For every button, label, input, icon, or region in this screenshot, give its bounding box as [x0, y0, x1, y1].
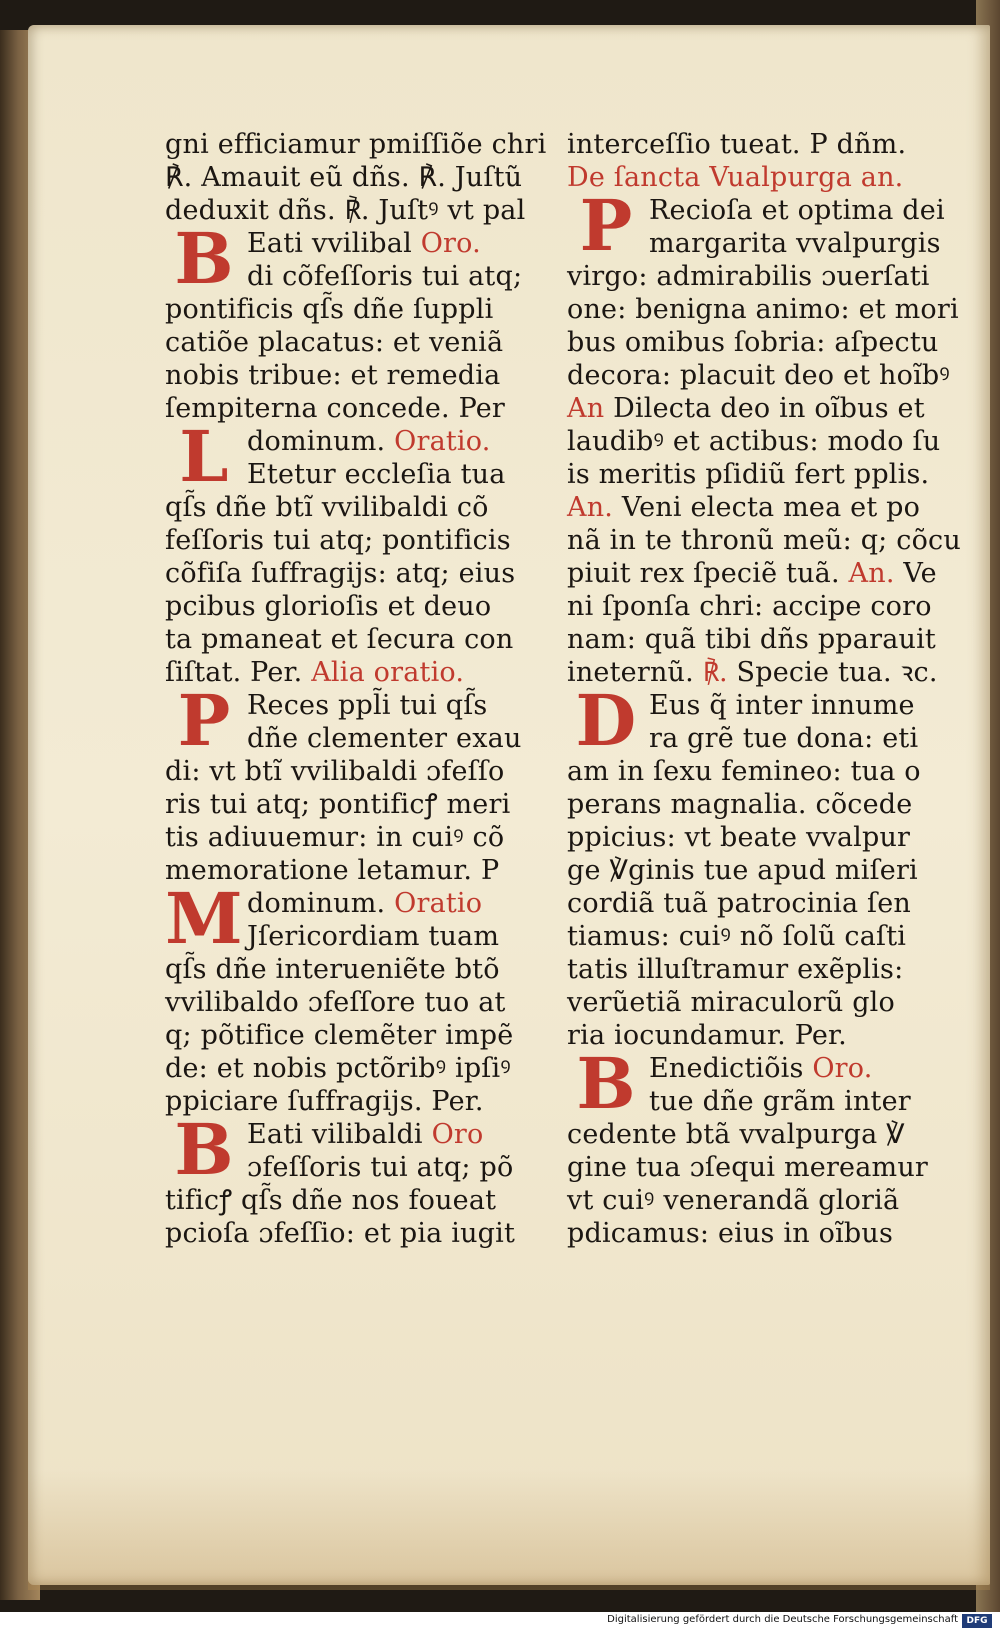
text-line — [165, 359, 550, 392]
line-text: cordiã tuã patrocinia ſen — [567, 888, 912, 919]
text-line — [567, 953, 952, 986]
line-text: q; põtifice clemẽter impẽ — [165, 1020, 514, 1051]
text-line — [567, 854, 952, 887]
line-text: ra grẽ tue dona: eti — [649, 723, 919, 754]
line-text: ineternũ. — [567, 657, 703, 688]
rubric-marker: Oratio — [394, 888, 483, 919]
text-line — [567, 1151, 952, 1184]
decorated-initial: D — [575, 679, 637, 762]
decorated-initial: B — [174, 217, 234, 300]
line-text: piuit rex ſpeciẽ tuã. — [567, 558, 849, 589]
text-line — [567, 1184, 952, 1217]
rubric-marker: Oratio. — [394, 426, 491, 457]
text-line — [567, 986, 952, 1019]
text-line — [165, 986, 550, 1019]
line-text: margarita vvalpurgis — [649, 228, 941, 259]
line-text: memoratione letamur. P — [165, 855, 500, 886]
text-line — [567, 788, 952, 821]
text-line — [567, 524, 961, 557]
line-text: tiamus: cuiꝰ nõ ſolũ caſti — [567, 921, 907, 952]
line-text: qſ̃s dñe interueniẽte btõ — [165, 954, 500, 985]
line-text: Enedictiõis — [649, 1053, 813, 1084]
line-text: ta pmaneat et ſecura con — [165, 624, 514, 655]
line-text: vvilibaldo ɔfeſſore tuo at — [165, 987, 506, 1018]
text-line: gni efficiamur pmiſſiõe chri — [165, 129, 547, 160]
line-text: ria iocundamur. Per. — [567, 1020, 847, 1051]
line-text: de: et nobis pctõribꝰ ipſiꝰ — [165, 1053, 511, 1084]
prayer-section — [567, 679, 952, 1052]
line-text: di cõfeſſoris tui atq; — [247, 261, 523, 292]
text-line — [567, 392, 952, 425]
text-line — [567, 1217, 952, 1250]
line-text: Jſericordiam tuam — [247, 921, 500, 952]
text-line — [165, 1019, 550, 1052]
line-text: decora: placuit deo et hoĩbꝰ — [567, 360, 950, 391]
rubric-marker: An — [567, 393, 614, 424]
page-shading — [28, 1470, 990, 1590]
rubric-marker: Oro. — [420, 228, 481, 259]
text-line — [567, 293, 959, 326]
line-text: Dilecta deo in oĩbus et — [613, 393, 925, 424]
line-text: Eati vvilibal — [247, 228, 421, 259]
text-line — [567, 359, 952, 392]
line-text: laudibꝰ et actibus: modo ſu — [567, 426, 941, 457]
text-line — [165, 1217, 550, 1250]
line-text: nam: quã tibi dñs pparauit — [567, 624, 936, 655]
rubric-marker: An. — [848, 558, 904, 589]
dfg-logo: DFG — [962, 1614, 992, 1628]
text-line: deduxit dñs. ℟. Juſtꝰ vt pal — [165, 195, 526, 226]
text-line — [567, 557, 952, 590]
text-line — [165, 524, 550, 557]
line-text: dñe clementer exau — [247, 723, 522, 754]
text-line — [567, 821, 952, 854]
decorated-initial: L — [179, 415, 229, 498]
rubric-marker: Oro — [431, 1119, 484, 1150]
line-text: tis adiuuemur: in cuiꝰ cõ — [165, 822, 505, 853]
line-text: ppiciare ſuffragijs. Per. — [165, 1086, 484, 1117]
left-text-column — [165, 128, 550, 1250]
text-line — [567, 425, 952, 458]
decorated-initial: P — [177, 679, 231, 762]
line-text: perans magnalia. cõcede — [567, 789, 913, 820]
text-line — [165, 326, 550, 359]
line-text: Etetur eccleſia tua — [247, 459, 506, 490]
prayer-section — [165, 415, 550, 689]
decorated-initial: B — [174, 1108, 234, 1191]
line-text: Ve — [903, 558, 937, 589]
line-text: vt cuiꝰ venerandã gloriã — [567, 1185, 900, 1216]
line-text: Veni electa mea et po — [621, 492, 921, 523]
line-text: ppicius: vt beate vvalpur — [567, 822, 911, 853]
text-line — [567, 326, 952, 359]
line-text: qſ̃s dñe btĩ vvilibaldi cõ — [165, 492, 489, 523]
decorated-initial: P — [579, 184, 633, 267]
rubric-marker: ℟. — [702, 657, 737, 688]
footer-credit: Digitalisierung gefördert durch die Deutsche Forschungsgemeinschaft — [607, 1614, 958, 1625]
text-line — [165, 623, 550, 656]
line-text: ge ℣ginis tue apud miſeri — [567, 855, 918, 886]
rubric-marker: Alia oratio. — [311, 657, 465, 688]
line-text: nã in te thronũ meũ: q; cõcu — [567, 525, 961, 556]
line-text: ſiſtat. Per. — [165, 657, 312, 688]
text-line — [165, 821, 550, 854]
line-text: bus omibus ſobria: aſpectu — [567, 327, 939, 358]
line-text: one: benigna animo: et mori — [567, 294, 959, 325]
decorated-initial: M — [165, 877, 243, 960]
line-text: di: vt btĩ vvilibaldi ɔfeſſo — [165, 756, 505, 787]
prayer-section — [165, 877, 550, 1118]
line-text: Reces ppl̃i tui qſ̃s — [247, 690, 488, 721]
line-text: Recioſa et optima dei — [649, 195, 945, 226]
line-text: pcioſa ɔfeſſio: et pia iugit — [165, 1218, 516, 1249]
prayer-section — [567, 184, 961, 689]
prayer-section — [165, 1108, 550, 1250]
line-text: feſſoris tui atq; pontificis — [165, 525, 511, 556]
line-text: virgo: admirabilis ɔuerſati — [567, 261, 930, 292]
decorated-initial: B — [576, 1042, 636, 1125]
line-text: verũetiã miraculorũ glo — [567, 987, 895, 1018]
line-text: ris tui atq; pontificꝭ meri — [165, 789, 511, 820]
line-text: Eus q̃ inter innume — [649, 690, 915, 721]
prayer-section — [567, 1042, 952, 1250]
prayer-section — [165, 679, 550, 887]
text-line — [567, 590, 952, 623]
line-text: Specie tua. ꝛc. — [736, 657, 938, 688]
line-text: pcibus glorioſis et deuo — [165, 591, 492, 622]
line-text: ſempiterna concede. Per — [165, 393, 506, 424]
right-text-column — [567, 128, 961, 1250]
text-line: interceſſio tueat. P dñm. — [567, 129, 907, 160]
line-text: dominum. — [247, 426, 395, 457]
rubric-marker: Oro. — [812, 1053, 873, 1084]
text-line — [567, 458, 952, 491]
line-text: tatis illuſtramur exẽplis: — [567, 954, 904, 985]
line-text: pontificis qſ̃s dñe ſuppli — [165, 294, 494, 325]
rubric-heading: De ſancta Vualpurga an. — [567, 162, 904, 193]
text-line — [567, 887, 952, 920]
text-line — [567, 491, 952, 524]
line-text: is meritis pſidiũ fert pplis. — [567, 459, 930, 490]
line-text: cedente btã vvalpurga ℣ — [567, 1119, 905, 1150]
prayer-section — [165, 217, 550, 425]
text-line: ℟. Amauit eũ dñs. ℟. Juſtũ — [165, 162, 523, 193]
line-text: Eati vilibaldi — [247, 1119, 432, 1150]
line-text: cõfiſa ſuffragijs: atq; eius — [165, 558, 516, 589]
line-text: tificꝭ qſ̃s dñe nos foueat — [165, 1185, 497, 1216]
text-line — [165, 788, 550, 821]
line-text: catiõe placatus: et veniã — [165, 327, 504, 358]
line-text: tue dñe grãm inter — [649, 1086, 911, 1117]
text-line — [165, 590, 550, 623]
text-line — [165, 557, 550, 590]
line-text: gine tua ɔſequi mereamur — [567, 1152, 929, 1183]
line-text: ɔfeſſoris tui atq; põ — [247, 1152, 514, 1183]
text-line — [165, 1052, 550, 1085]
text-line — [567, 623, 952, 656]
line-text: am in ſexu femineo: tua o — [567, 756, 921, 787]
line-text: nobis tribue: et remedia — [165, 360, 501, 391]
rubric-marker: An. — [567, 492, 622, 523]
line-text: dominum. — [247, 888, 395, 919]
text-line — [567, 920, 952, 953]
line-text: pdicamus: eius in oĩbus — [567, 1218, 894, 1249]
line-text: ni ſponſa chri: accipe coro — [567, 591, 932, 622]
